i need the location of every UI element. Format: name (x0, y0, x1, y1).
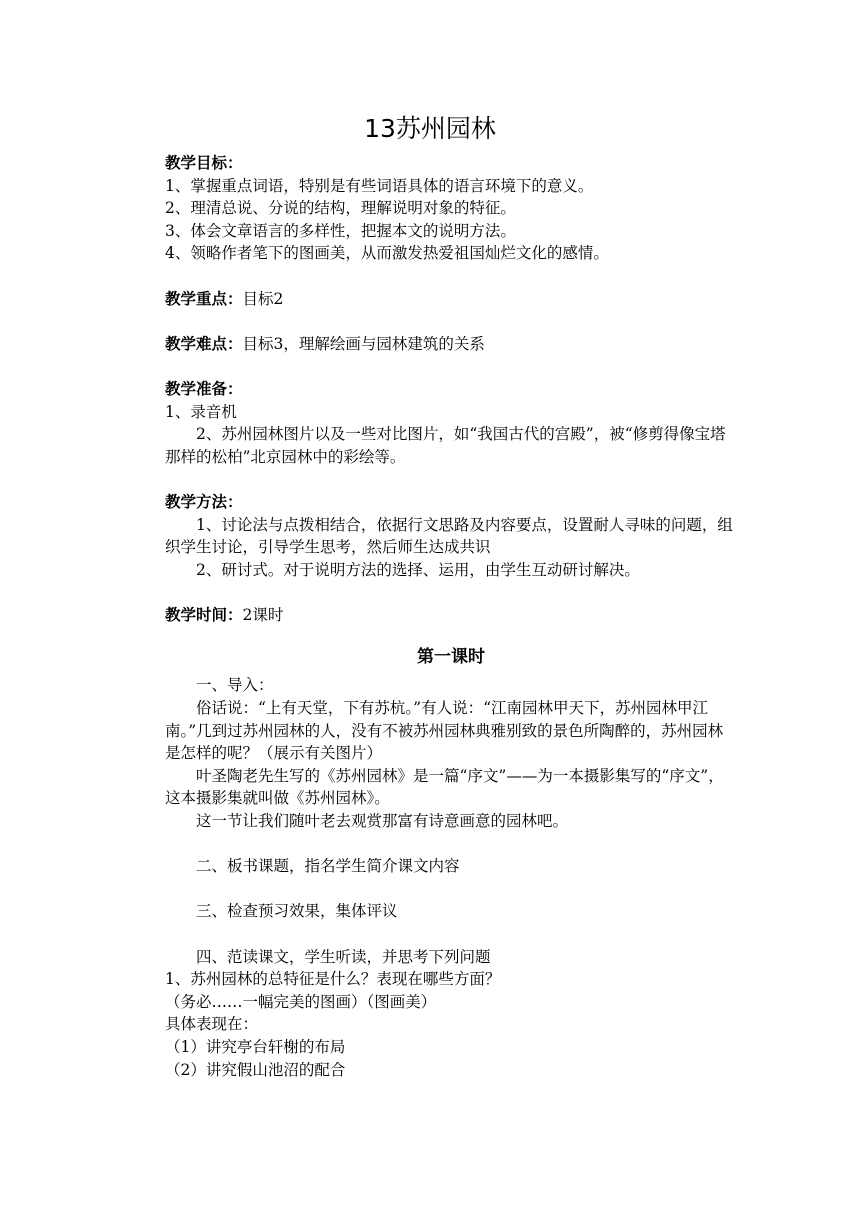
methods-heading: 教学方法： (165, 491, 243, 511)
method-item-2: 2、研讨式。对于说明方法的选择、运用，由学生互动研讨解决。 (196, 560, 640, 579)
time-heading: 教学时间： (165, 604, 243, 624)
difficulty-heading: 教学难点： (165, 333, 243, 353)
objective-item-3: 3、体会文章语言的多样性，把握本文的说明方法。 (165, 221, 516, 240)
question-1: 1、苏州园林的总特征是什么？表现在哪些方面？ (165, 970, 501, 989)
document-title: 13苏州园林 (364, 114, 496, 143)
question-1-answer: （务必……一幅完美的图画）（图画美） (165, 992, 437, 1011)
step-4: 四、范读课文，学生听读，并思考下列问题 (196, 947, 491, 966)
document-body (165, 152, 737, 1081)
focus-text: 目标2 (242, 289, 284, 308)
detail-item-2: （2）讲究假山池沼的配合 (165, 1060, 346, 1079)
preparation-item-1: 1、录音机 (165, 402, 237, 421)
intro-paragraph-3: 这一节让我们随叶老去观赏那富有诗意画意的园林吧。 (196, 812, 569, 831)
intro-paragraph-2: 叶圣陶老先生写的《苏州园林》是一篇“序文”——为一本摄影集写的“序文”，这本摄影集就叫做《苏州园林》。 (165, 766, 724, 808)
objective-item-1: 1、掌握重点词语，特别是有些词语具体的语言环境下的意义。 (165, 176, 594, 195)
time-text: 2课时 (242, 605, 284, 624)
difficulty-text: 目标3，理解绘画与园林建筑的关系 (242, 334, 485, 353)
objective-item-4: 4、领略作者笔下的图画美，从而激发热爱祖国灿烂文化的感情。 (165, 244, 609, 263)
step-2: 二、板书课题，指名学生简介课文内容 (196, 857, 460, 876)
focus-line (165, 288, 737, 311)
preparation-item-2: 2、苏州园林图片以及一些对比图片，如“我国古代的宫殿”，被“修剪得像宝塔那样的松柏”北京园林中的彩绘等。 (165, 425, 726, 466)
preparation-heading: 教学准备： (165, 378, 243, 398)
detail-item-1: （1）讲究亭台轩榭的布局 (165, 1037, 346, 1056)
intro-heading: 一、导入： (196, 676, 274, 695)
detail-heading: 具体表现在： (165, 1015, 259, 1034)
intro-paragraph-1: 俗话说：“上有天堂，下有苏杭。”有人说：“江南园林甲天下，苏州园林甲江南。”几到过苏州园林的人，没有不被苏州园林典雅别致的景色所陶醉的，苏州园林是怎样的呢？（展示有关图片） (165, 699, 724, 763)
objectives-heading: 教学目标： (165, 153, 243, 172)
method-item-1: 1、讨论法与点拨相结合，依据行文思路及内容要点，设置耐人寻味的问题，组织学生讨论，引导学生思考，然后师生达成共识 (165, 515, 733, 557)
time-line (165, 604, 737, 627)
step-3: 三、检查预习效果，集体评议 (196, 902, 398, 921)
focus-heading: 教学重点： (165, 288, 243, 308)
difficulty-line (165, 333, 737, 356)
lesson1-title: 第一课时 (417, 647, 485, 668)
objective-item-2: 2、理清总说、分说的结构，理解说明对象的特征。 (165, 199, 516, 218)
